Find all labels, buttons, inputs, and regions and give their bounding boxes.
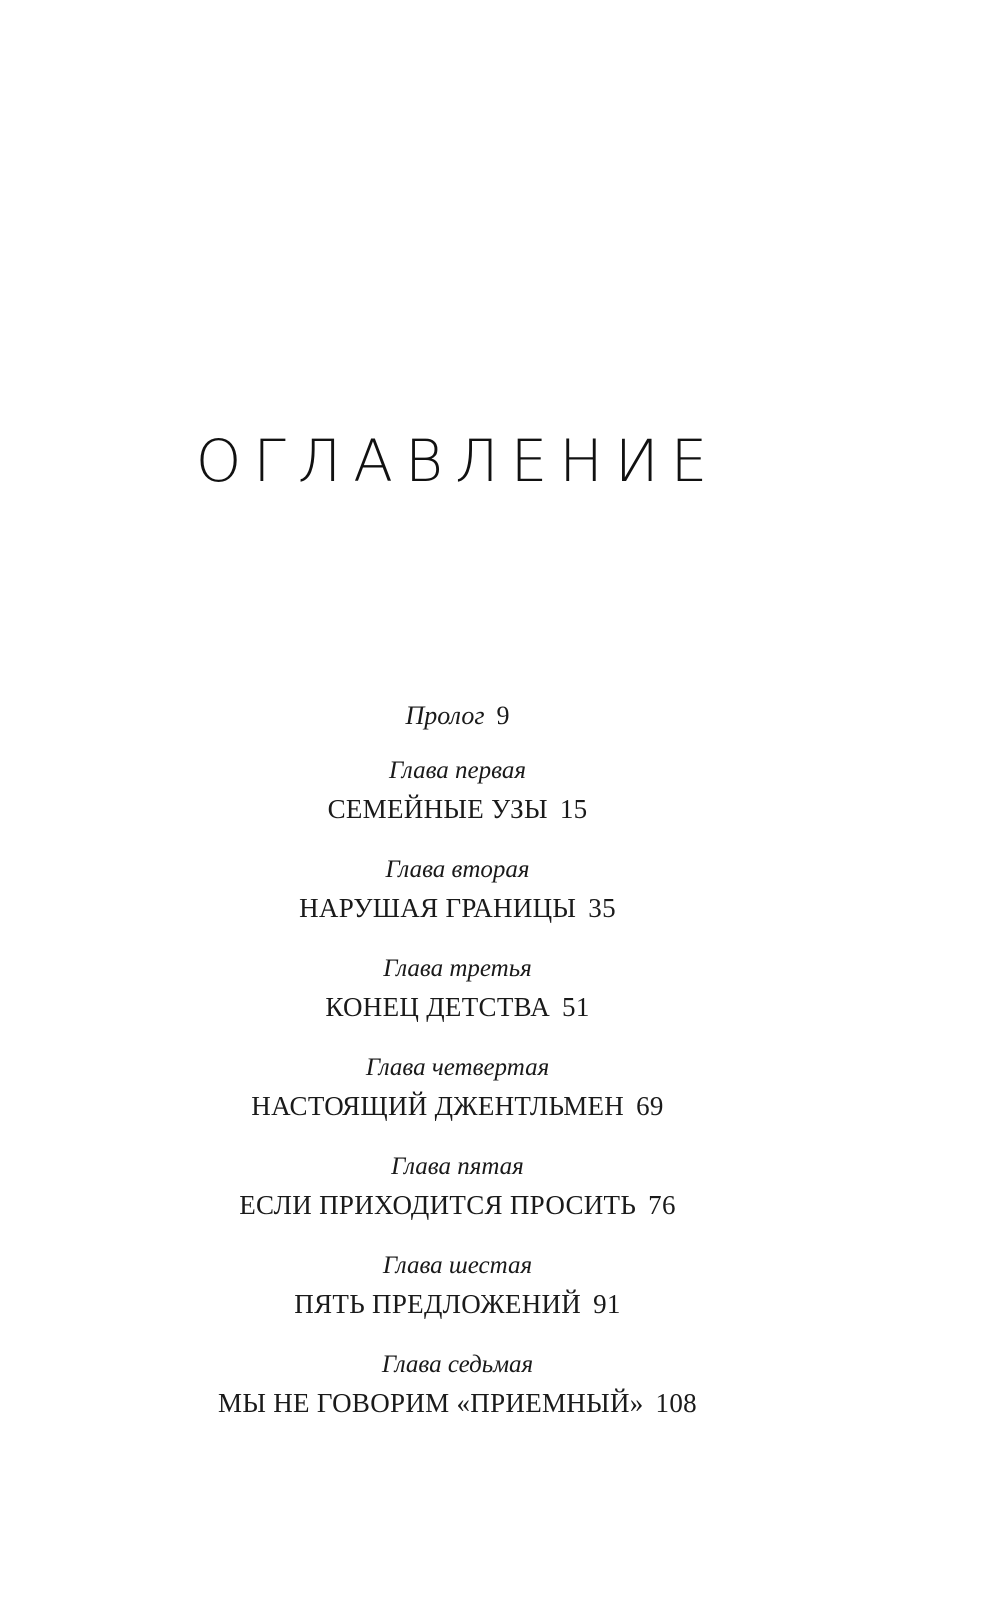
chapter-title-line bbox=[0, 1189, 915, 1221]
chapter-page-number: 69 bbox=[636, 1091, 664, 1121]
toc-entry-chapter-4 bbox=[0, 1053, 915, 1122]
chapter-title-line bbox=[0, 892, 915, 924]
toc-entry-chapter-6 bbox=[0, 1251, 915, 1320]
chapter-title: КОНЕЦ ДЕТСТВА bbox=[325, 992, 551, 1022]
prologue-label: Пролог bbox=[405, 701, 485, 730]
toc-entry-chapter-3 bbox=[0, 954, 915, 1023]
chapter-label: Глава третья bbox=[383, 955, 532, 982]
toc-entry-chapter-2 bbox=[0, 855, 915, 924]
chapter-title: СЕМЕЙНЫЕ УЗЫ bbox=[327, 794, 548, 824]
chapter-title-line bbox=[0, 1387, 915, 1419]
chapter-label: Глава первая bbox=[389, 757, 526, 784]
chapter-label: Глава шестая bbox=[382, 1252, 533, 1279]
table-of-contents bbox=[0, 700, 915, 1449]
toc-entry-chapter-7 bbox=[0, 1350, 915, 1419]
toc-entry-chapter-5 bbox=[0, 1152, 915, 1221]
chapter-title-line bbox=[0, 1090, 915, 1122]
chapter-title: ПЯТЬ ПРЕДЛОЖЕНИЙ bbox=[294, 1289, 582, 1319]
chapter-label: Глава седьмая bbox=[381, 1351, 534, 1378]
chapter-page-number: 35 bbox=[588, 893, 616, 923]
chapter-title: ЕСЛИ ПРИХОДИТСЯ ПРОСИТЬ bbox=[239, 1190, 637, 1220]
chapter-page-number: 108 bbox=[655, 1388, 697, 1418]
chapter-title: НАСТОЯЩИЙ ДЖЕНТЛЬМЕН bbox=[251, 1091, 625, 1121]
prologue-page-number: 9 bbox=[496, 701, 510, 730]
chapter-label: Глава четвертая bbox=[365, 1054, 550, 1081]
chapter-page-number: 51 bbox=[562, 992, 590, 1022]
toc-entry-prologue bbox=[0, 700, 915, 736]
chapter-title-line bbox=[0, 991, 915, 1023]
chapter-title-line bbox=[0, 1288, 915, 1320]
chapter-page-number: 76 bbox=[648, 1190, 676, 1220]
chapter-title: НАРУШАЯ ГРАНИЦЫ bbox=[299, 893, 577, 923]
chapter-label: Глава вторая bbox=[385, 856, 530, 883]
chapter-title-line bbox=[0, 793, 915, 825]
chapter-page-number: 15 bbox=[559, 794, 588, 824]
chapter-page-number: 91 bbox=[593, 1289, 621, 1319]
chapter-title: МЫ НЕ ГОВОРИМ «ПРИЕМНЫЙ» bbox=[218, 1388, 644, 1418]
page-title: ОГЛАВЛЕНИЕ bbox=[195, 427, 720, 495]
toc-entry-chapter-1 bbox=[0, 756, 915, 825]
chapter-label: Глава пятая bbox=[391, 1153, 524, 1180]
